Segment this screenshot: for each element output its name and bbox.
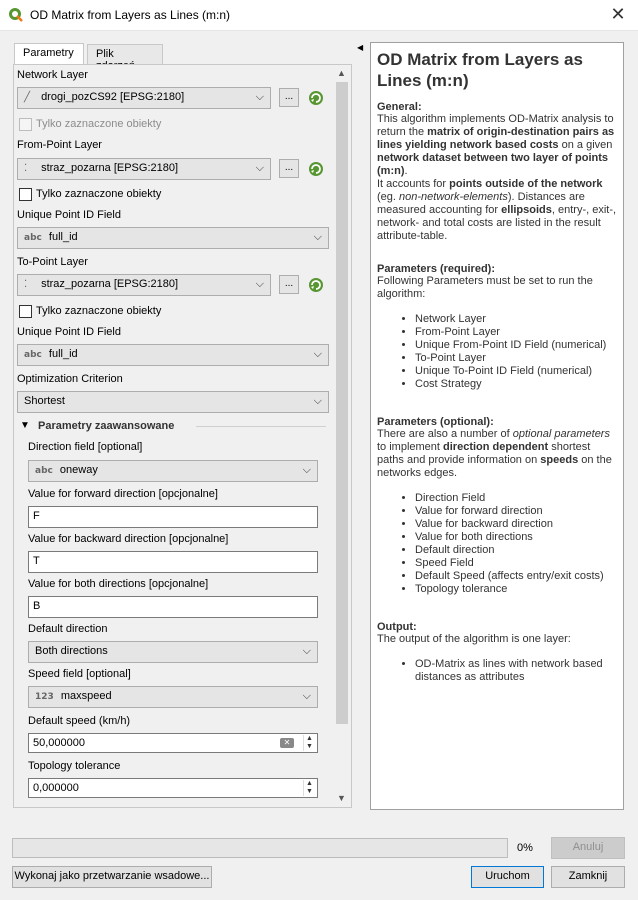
chevron-down-icon: ⌵: [302, 645, 311, 657]
point-layer-icon: ⁚: [24, 279, 28, 290]
to-selected-only-label: Tylko zaznaczone obiekty: [36, 305, 162, 317]
progress-bar: [12, 838, 508, 858]
help-optional-list: [377, 492, 617, 596]
from-id-field-value: full_id: [48, 231, 78, 243]
help-required-list: [377, 313, 617, 391]
tab-label: Parametry: [23, 47, 74, 59]
list-item: • Value for backward direction: [415, 518, 617, 531]
optimization-select[interactable]: [17, 391, 329, 413]
window-title: OD Matrix from Layers as Lines (m:n): [30, 8, 231, 22]
tab-parameters[interactable]: [14, 43, 84, 65]
help-required-heading: Parameters (required):: [377, 263, 495, 275]
default-direction-select[interactable]: [28, 641, 318, 663]
help-general-text: [377, 113, 617, 243]
from-layer-browse-button[interactable]: ...: [279, 159, 299, 178]
text-field-type-icon: abc: [24, 350, 42, 360]
iterate-icon[interactable]: [306, 159, 326, 179]
list-item: • Default direction: [415, 544, 617, 557]
to-point-layer-value: straz_pozarna [EPSG:2180]: [41, 278, 179, 290]
network-selected-only-checkbox[interactable]: [19, 118, 32, 131]
text-bold: points outside of the network: [449, 178, 603, 190]
network-layer-select[interactable]: [17, 87, 271, 109]
default-direction-value: Both directions: [35, 645, 108, 657]
from-point-layer-label: From-Point Layer: [17, 139, 102, 151]
scroll-down-icon[interactable]: ▼: [337, 793, 346, 803]
cancel-button[interactable]: Anuluj: [551, 837, 625, 859]
to-point-layer-select[interactable]: [17, 274, 271, 296]
iterate-icon[interactable]: [306, 88, 326, 108]
text-italic: optional parameters: [512, 428, 610, 440]
help-optional-text: [377, 428, 617, 480]
backward-direction-input[interactable]: T: [28, 551, 318, 573]
chevron-down-icon: ⌵: [302, 690, 311, 702]
from-selected-only-label: Tylko zaznaczone obiekty: [36, 188, 162, 200]
list-item: • To-Point Layer: [415, 352, 617, 365]
to-layer-browse-button[interactable]: ...: [279, 275, 299, 294]
network-layer-value: drogi_pozCS92 [EPSG:2180]: [41, 91, 185, 103]
text: shortest paths and provide information on: [377, 441, 591, 466]
help-panel: [370, 42, 624, 810]
direction-field-select[interactable]: [28, 460, 318, 482]
scroll-thumb[interactable]: [336, 82, 348, 724]
from-id-field-select[interactable]: [17, 227, 329, 249]
list-item: • OD-Matrix as lines with network based distances as attributes: [415, 658, 617, 684]
collapse-triangle-icon[interactable]: ▼: [20, 420, 30, 431]
default-speed-value: 50,000000: [33, 737, 85, 749]
default-direction-label: Default direction: [28, 623, 108, 635]
text: ). Distances are measured accounting for: [377, 191, 585, 216]
to-id-field-value: full_id: [48, 348, 78, 360]
network-selected-only-label: Tylko zaznaczone obiekty: [36, 118, 162, 130]
text: It accounts for: [377, 178, 450, 190]
both-directions-label: Value for both directions [opcjonalne]: [28, 578, 209, 590]
close-button[interactable]: Zamknij: [551, 866, 625, 888]
list-item: • Value for forward direction: [415, 505, 617, 518]
tab-log[interactable]: [87, 44, 163, 65]
list-item: • Unique From-Point ID Field (numerical): [415, 339, 617, 352]
to-selected-only-checkbox[interactable]: [19, 305, 32, 318]
chevron-down-icon: ⌵: [313, 395, 322, 407]
progress-label: 0%: [517, 842, 533, 854]
help-general-heading: General:: [377, 101, 422, 113]
iterate-icon[interactable]: [306, 275, 326, 295]
tolerance-label: Topology tolerance: [28, 760, 121, 772]
to-point-layer-label: To-Point Layer: [17, 256, 88, 268]
help-required-text: Following Parameters must be set to run the algorithm:: [377, 275, 593, 300]
scroll-up-icon[interactable]: ▲: [337, 68, 346, 78]
text: .: [404, 165, 408, 177]
to-id-field-select[interactable]: [17, 344, 329, 366]
title-bar: [0, 0, 638, 31]
text: to implement: [377, 441, 444, 453]
line-layer-icon: ╱: [24, 92, 31, 103]
default-speed-label: Default speed (km/h): [28, 715, 131, 727]
advanced-divider: [196, 426, 326, 427]
list-item: • Unique To-Point ID Field (numerical): [415, 365, 617, 378]
from-selected-only-checkbox[interactable]: [19, 188, 32, 201]
list-item: • Default Speed (affects entry/exit costs): [415, 570, 617, 583]
help-output-heading: Output:: [377, 621, 417, 633]
list-item: • Topology tolerance: [415, 583, 617, 596]
text: on the networks edges.: [377, 454, 612, 479]
list-item: • From-Point Layer: [415, 326, 617, 339]
spin-arrows-icon[interactable]: ▲ ▼: [303, 735, 315, 751]
optimization-label: Optimization Criterion: [17, 373, 123, 385]
text-field-type-icon: abc: [24, 233, 42, 243]
direction-field-label: Direction field [optional]: [28, 441, 143, 453]
network-layer-label: Network Layer: [17, 69, 88, 81]
text: , entry-, exit-, network- and total costs are listed in the result attribute-table.: [377, 204, 617, 242]
chevron-down-icon: ⌵: [255, 91, 264, 103]
text: on a given: [558, 139, 613, 151]
direction-field-value: oneway: [59, 464, 98, 476]
text-bold: direction dependent: [443, 441, 549, 453]
both-directions-input[interactable]: B: [28, 596, 318, 618]
point-layer-icon: ⁚: [24, 163, 28, 174]
parameters-scrollbar[interactable]: [335, 66, 349, 806]
tolerance-spinbox[interactable]: [28, 778, 318, 798]
list-item: • Network Layer: [415, 313, 617, 326]
from-id-field-label: Unique Point ID Field: [17, 209, 121, 221]
speed-field-select[interactable]: [28, 686, 318, 708]
help-optional-heading: Parameters (optional):: [377, 416, 494, 428]
list-item: • Speed Field: [415, 557, 617, 570]
chevron-down-icon: ⌵: [255, 278, 264, 290]
chevron-down-icon: ⌵: [313, 231, 322, 243]
advanced-header[interactable]: Parametry zaawansowane: [38, 420, 175, 432]
run-as-batch-button[interactable]: Wykonaj jako przetwarzanie wsadowe...: [12, 866, 212, 888]
numeric-field-type-icon: 123: [35, 692, 54, 702]
optimization-value: Shortest: [24, 395, 65, 407]
network-layer-browse-button[interactable]: ...: [279, 88, 299, 107]
text: (eg.: [377, 191, 400, 203]
chevron-down-icon: ⌵: [302, 464, 311, 476]
clear-icon[interactable]: ✕: [280, 738, 294, 748]
run-button[interactable]: Uruchom: [471, 866, 544, 888]
help-output-text: The output of the algorithm is one layer:: [377, 633, 571, 645]
list-item: • Value for both directions: [415, 531, 617, 544]
from-point-layer-select[interactable]: [17, 158, 271, 180]
text: This algorithm implements OD-Matrix analysis to return the: [377, 113, 614, 138]
text: There are also a number of: [377, 428, 513, 440]
from-point-layer-value: straz_pozarna [EPSG:2180]: [41, 162, 179, 174]
tolerance-value: 0,000000: [33, 782, 79, 794]
help-title: OD Matrix from Layers as Lines (m:n): [377, 50, 583, 90]
text-bold: speeds: [540, 454, 579, 466]
speed-field-label: Speed field [optional]: [28, 668, 131, 680]
chevron-down-icon: ⌵: [313, 348, 322, 360]
text-bold: ellipsoids: [501, 204, 552, 216]
backward-direction-label: Value for backward direction [opcjonalne]: [28, 533, 229, 545]
forward-direction-label: Value for forward direction [opcjonalne]: [28, 488, 218, 500]
text-bold: matrix of origin-destination pairs as lines yielding network based costs: [377, 126, 615, 151]
help-output-list: [377, 658, 617, 684]
tab-label: Plik: [96, 48, 114, 60]
list-item: • Direction Field: [415, 492, 617, 505]
to-id-field-label: Unique Point ID Field: [17, 326, 121, 338]
text-bold: network dataset between two layer of points (m:n): [377, 152, 609, 177]
list-item: • Cost Strategy: [415, 378, 617, 391]
default-speed-spinbox[interactable]: [28, 733, 318, 753]
collapse-help-icon[interactable]: ◀: [357, 43, 364, 52]
close-icon[interactable]: ✕: [610, 4, 626, 24]
speed-field-value: maxspeed: [60, 690, 112, 702]
spin-arrows-icon[interactable]: ▲ ▼: [303, 780, 315, 796]
chevron-down-icon: ⌵: [255, 162, 264, 174]
text-italic: non-network-elements: [399, 191, 508, 203]
qgis-logo-icon: [8, 7, 24, 23]
forward-direction-input[interactable]: F: [28, 506, 318, 528]
text-field-type-icon: abc: [35, 466, 53, 476]
